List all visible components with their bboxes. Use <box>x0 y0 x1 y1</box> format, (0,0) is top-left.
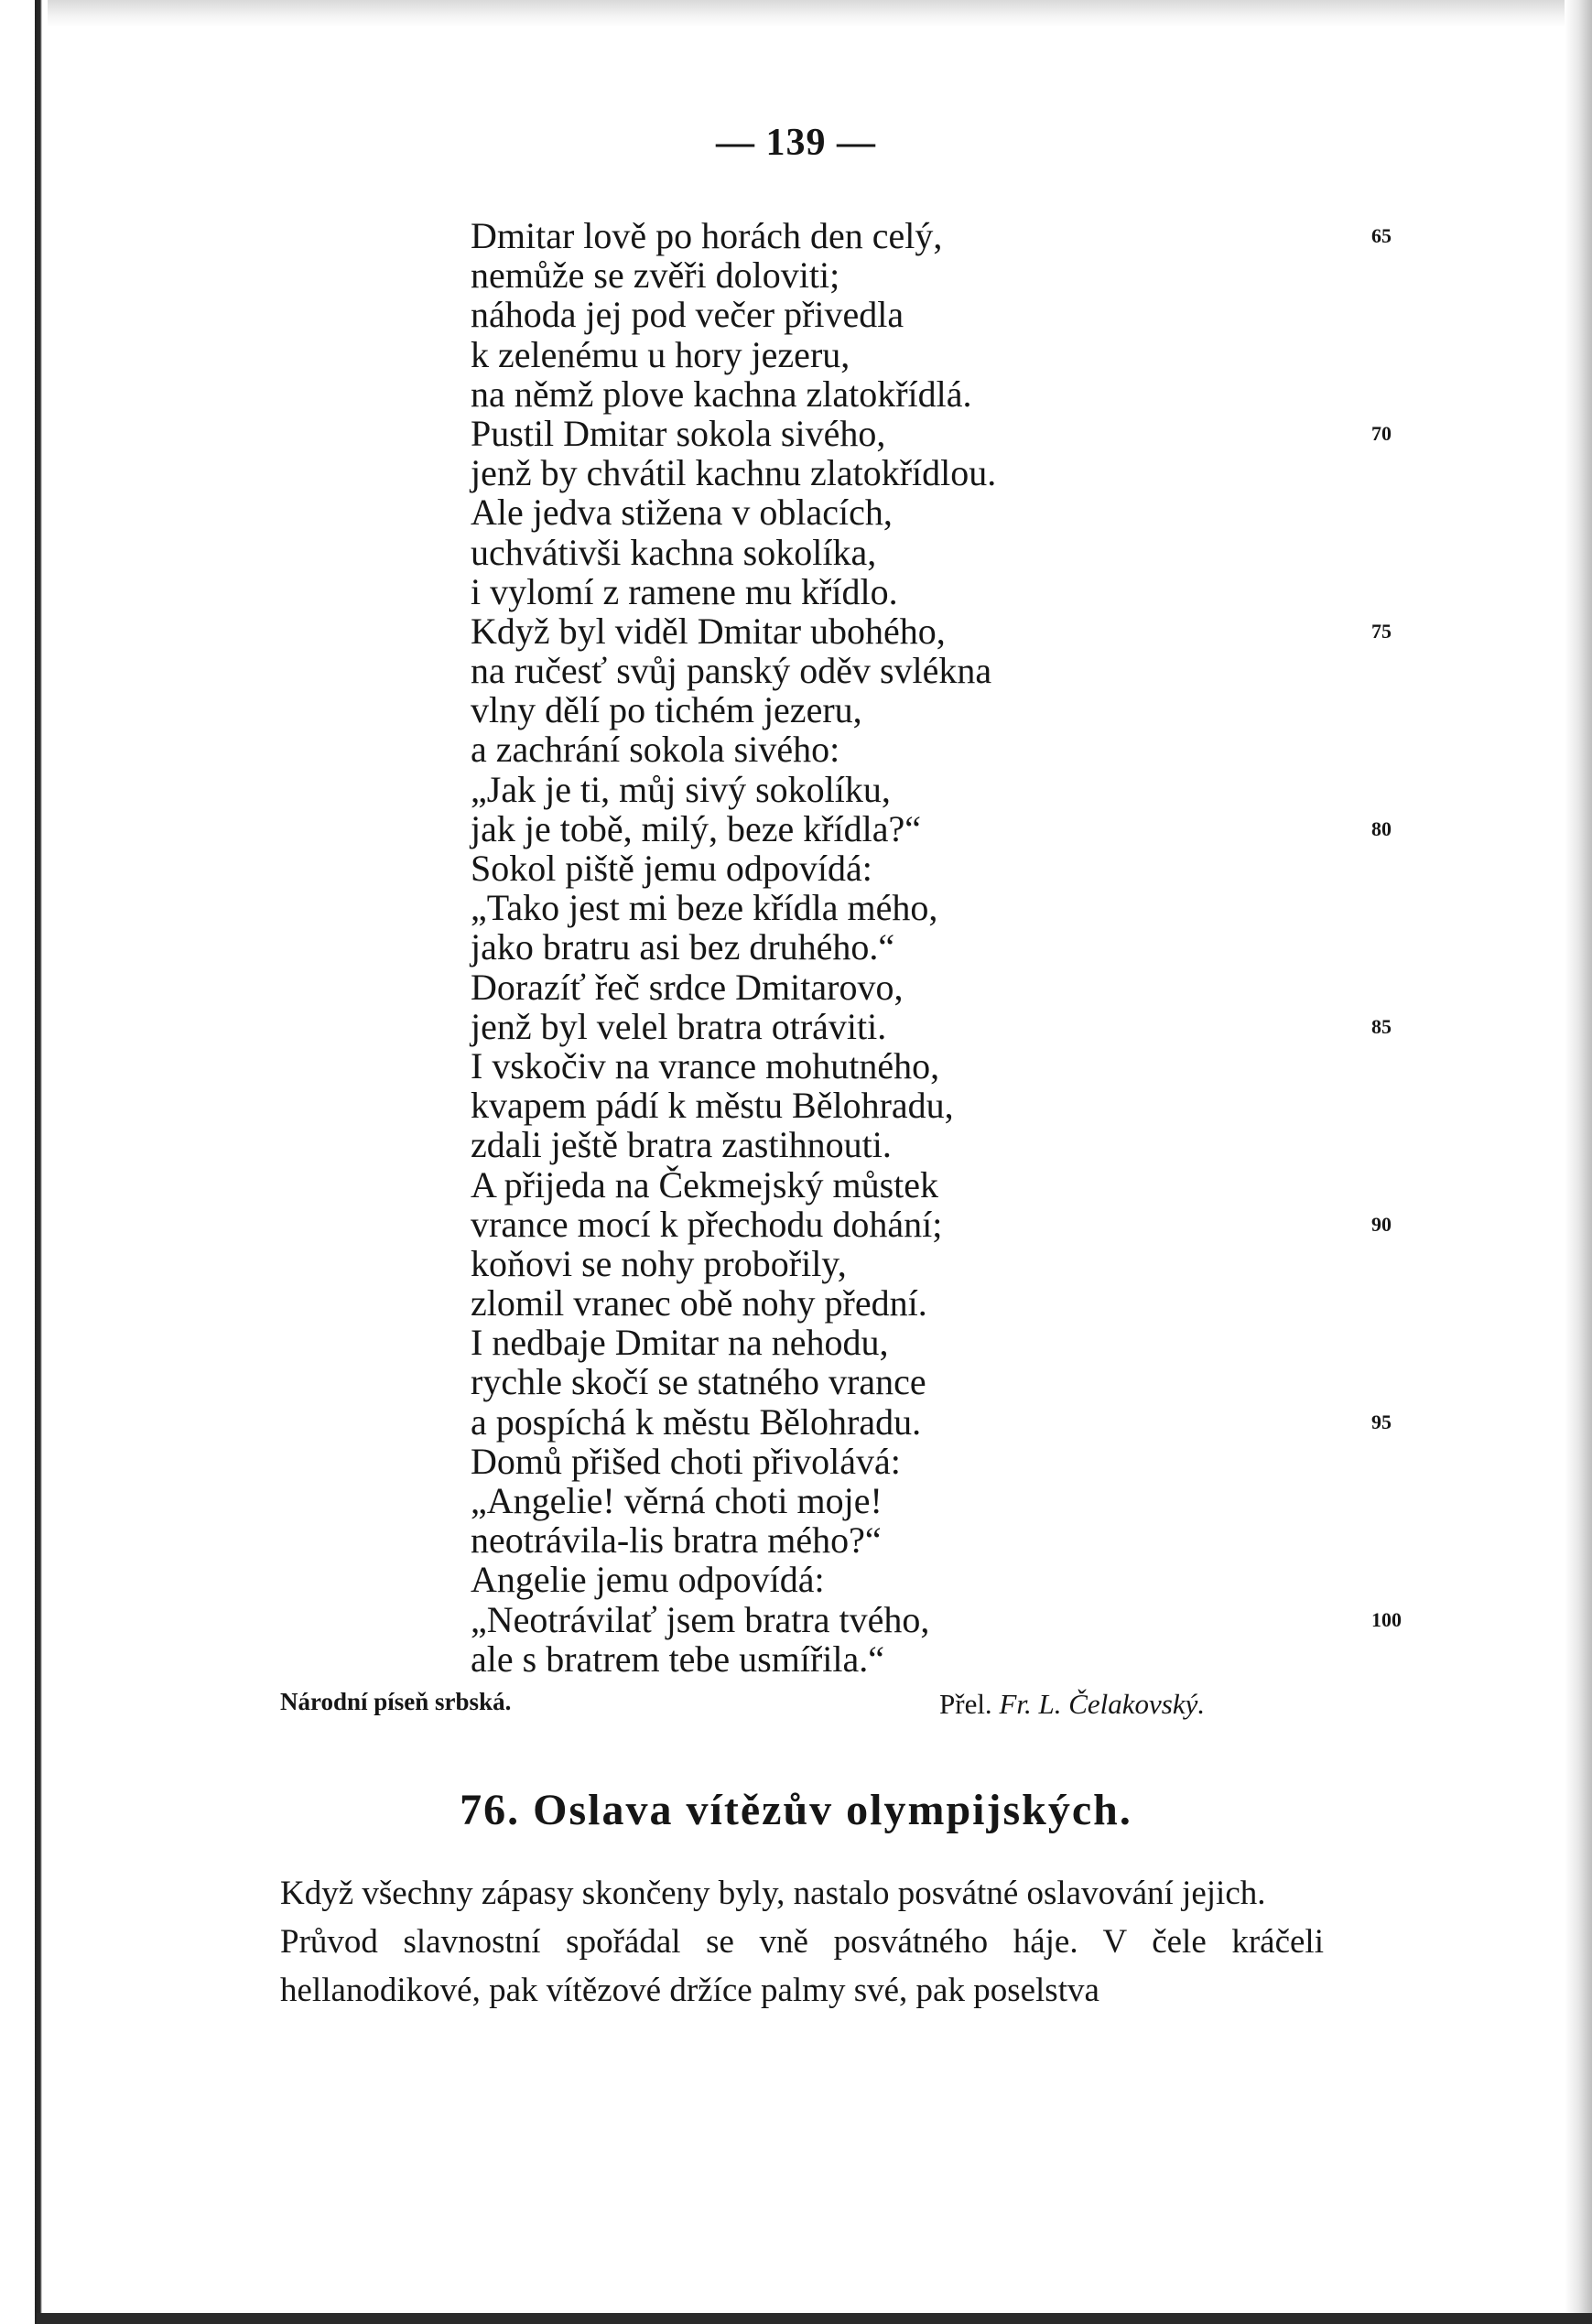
page-right-shadow <box>1565 0 1592 2324</box>
translator-prefix: Přel. <box>939 1688 992 1720</box>
poem-line <box>471 1520 1386 1560</box>
translator-name: Fr. L. Čelakovský. <box>999 1688 1206 1720</box>
poem-line <box>471 1005 1392 1047</box>
poem-line-text: Sokol piště jemu odpovídá: <box>471 848 872 889</box>
poem-line <box>471 1203 1392 1245</box>
poem-line-text: I nedbaje Dmitar na nehodu, <box>471 1322 889 1364</box>
poem <box>471 215 1402 1680</box>
poem-line-text: ale s bratrem tebe usmířila.“ <box>471 1638 885 1680</box>
poem-line <box>471 610 1392 652</box>
poem-line-text: Angelie jemu odpovídá: <box>471 1559 825 1601</box>
line-number: 85 <box>1371 1014 1392 1038</box>
line-number: 75 <box>1371 619 1392 643</box>
poem-line <box>471 335 1386 374</box>
poem-line-text: Ale jedva stižena v oblacích, <box>471 492 893 534</box>
poem-line-text: zdali ještě bratra zastihnouti. <box>471 1124 892 1166</box>
prose-paragraph: Když všechny zápasy skončeny byly, nastalo posvátné oslavování jejich. <box>280 1875 1266 1912</box>
poem-line-text: jenž byl velel bratra otráviti. <box>471 1005 887 1047</box>
poem-line-text: koňovi se nohy probořily, <box>471 1242 847 1284</box>
poem-line <box>471 1046 1386 1086</box>
poem-line-text: na ručesť svůj panský oděv svlékna <box>471 650 992 692</box>
poem-line <box>471 1400 1392 1443</box>
poem-line <box>471 1560 1386 1599</box>
page-bottom-edge <box>37 2313 1592 2324</box>
poem-line <box>471 453 1386 492</box>
line-number: 80 <box>1371 816 1392 840</box>
poem-source: Národní píseň srbská. <box>280 1688 512 1715</box>
poem-line-text: I vskočiv na vrance mohutného, <box>471 1044 940 1086</box>
poem-line <box>471 255 1386 295</box>
page-top-shadow <box>37 0 1592 27</box>
poem-line-text: nemůže se zvěři doloviti; <box>471 254 840 297</box>
poem-line-text: Když byl viděl Dmitar ubohého, <box>471 610 946 652</box>
poem-line <box>471 1244 1386 1283</box>
poem-line <box>471 1481 1386 1520</box>
poem-line-text: vrance mocí k přechodu dohání; <box>471 1203 943 1245</box>
poem-line <box>471 295 1386 334</box>
poem-line <box>471 927 1386 967</box>
page-number: — 139 — <box>716 122 876 164</box>
poem-line <box>471 572 1386 611</box>
poem-line-text: a zachrání sokola sivého: <box>471 729 840 771</box>
prose-body <box>280 1869 1324 2015</box>
poem-line-text: rychle skočí se statného vrance <box>471 1361 926 1403</box>
poem-translator <box>939 1688 1205 1721</box>
poem-line-text: a pospíchá k městu Bělohradu. <box>471 1400 922 1443</box>
line-number: 100 <box>1371 1607 1402 1631</box>
poem-line-text: „Neotrávilať jsem bratra tvého, <box>471 1598 930 1640</box>
poem-line <box>471 888 1386 927</box>
poem-line <box>471 412 1392 454</box>
poem-line <box>471 533 1386 572</box>
poem-line <box>471 651 1386 690</box>
line-number: 70 <box>1371 421 1392 445</box>
poem-line-text: neotrávila-lis bratra mého?“ <box>471 1519 882 1562</box>
poem-line-text: „Jak je ti, můj sivý sokolíku, <box>471 768 891 810</box>
poem-line-text: kvapem pádí k městu Bělohradu, <box>471 1085 954 1127</box>
poem-line <box>471 1362 1386 1401</box>
poem-line <box>471 730 1386 769</box>
poem-line <box>471 1086 1386 1125</box>
section-title: 76. Oslava vítězův olympijských. <box>460 1786 1132 1834</box>
poem-line <box>471 374 1386 414</box>
poem-line-text: i vylomí z ramene mu křídlo. <box>471 570 898 612</box>
poem-line-text: „Tako jest mi beze křídla mého, <box>471 887 938 929</box>
poem-line-text: Dmitar lově po horách den celý, <box>471 215 943 256</box>
poem-line <box>471 690 1386 730</box>
poem-line-text: Domů přišed choti přivolává: <box>471 1440 901 1482</box>
poem-line-text: jako bratru asi bez druhého.“ <box>471 926 895 968</box>
poem-line <box>471 807 1392 849</box>
poem-line <box>471 1442 1386 1481</box>
poem-line <box>471 967 1386 1007</box>
prose-paragraph: Průvod slavnostní spořádal se vně posvátného háje. V čele kráčeli hellanodikové, pak vítězové držíce palmy své, pak poselstva <box>280 1923 1324 2009</box>
poem-line-text: k zelenému u hory jezeru, <box>471 333 850 375</box>
poem-line-text: Dorazíť řeč srdce Dmitarovo, <box>471 966 904 1008</box>
poem-line-text: jenž by chvátil kachnu zlatokřídlou. <box>471 452 997 494</box>
poem-line-text: „Angelie! věrná choti moje! <box>471 1480 883 1521</box>
poem-line-text: vlny dělí po tichém jezeru, <box>471 689 862 731</box>
poem-line-text: uchvátivši kachna sokolíka, <box>471 531 877 573</box>
poem-line <box>471 215 1392 256</box>
line-number: 90 <box>1371 1212 1392 1236</box>
poem-line-text: na němž plove kachna zlatokřídlá. <box>471 373 972 415</box>
poem-line <box>471 1639 1386 1679</box>
poem-line-text: A přijeda na Čekmejský můstek <box>471 1163 939 1205</box>
poem-line <box>471 492 1386 532</box>
poem-line-text: zlomil vranec obě nohy přední. <box>471 1282 927 1324</box>
poem-line <box>471 849 1386 888</box>
line-number: 95 <box>1371 1410 1392 1433</box>
poem-line <box>471 1598 1402 1640</box>
poem-line <box>471 1125 1386 1164</box>
poem-line <box>471 770 1386 809</box>
poem-line <box>471 1283 1386 1323</box>
page-binding-edge <box>0 0 48 2324</box>
poem-line-text: jak je tobě, milý, beze křídla?“ <box>471 807 922 849</box>
poem-line-text: náhoda jej pod večer přivedla <box>471 294 904 336</box>
line-number: 65 <box>1371 224 1392 247</box>
poem-line <box>471 1165 1386 1205</box>
poem-line <box>471 1323 1386 1362</box>
poem-line-text: Pustil Dmitar sokola sivého, <box>471 412 886 454</box>
